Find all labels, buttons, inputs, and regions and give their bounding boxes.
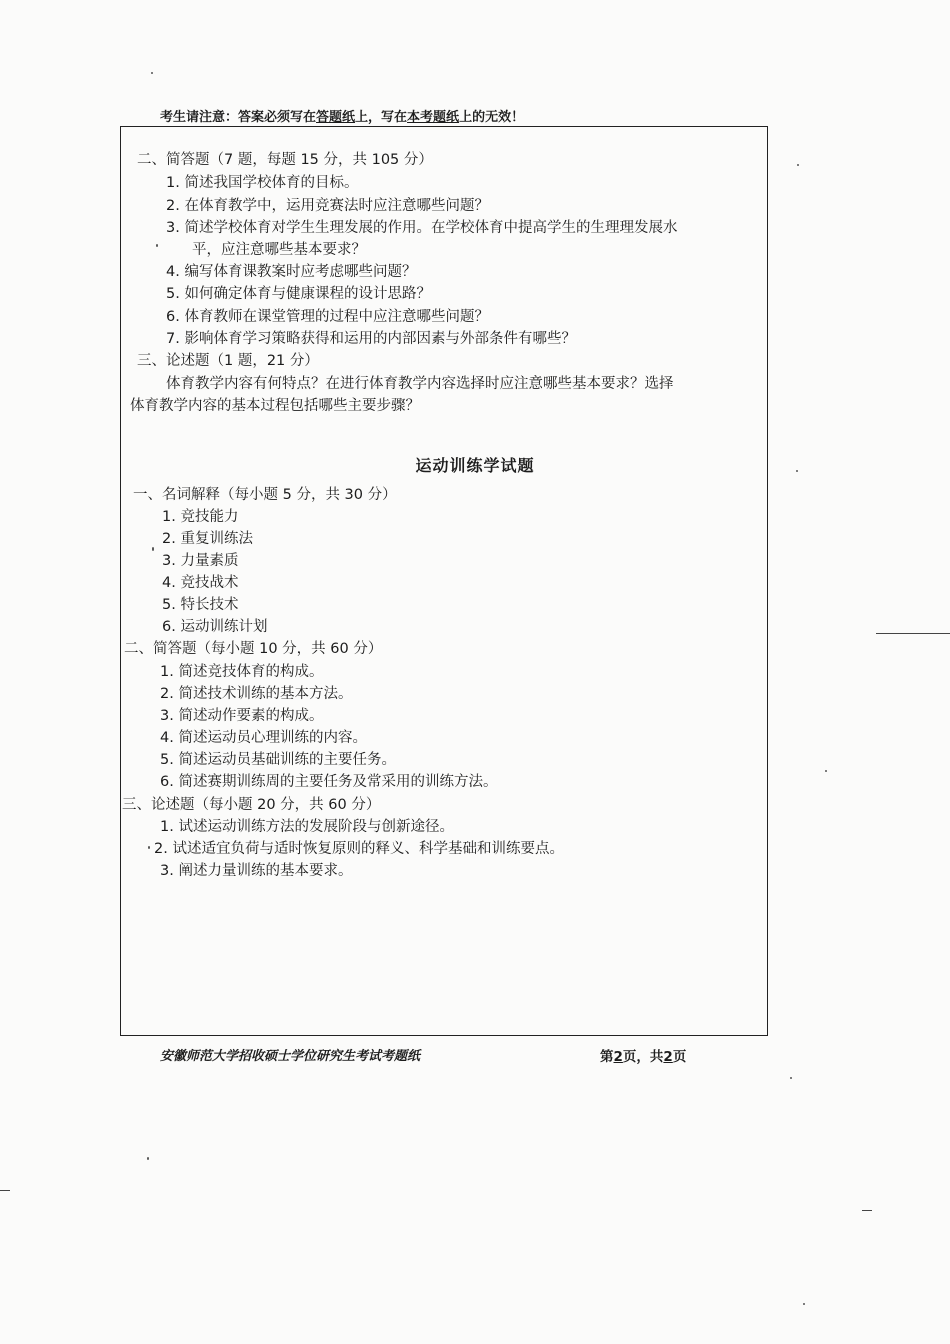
essay-heading: 三、论述题（每小题 20 分，共 60 分） <box>122 797 381 813</box>
scan-speck <box>790 1077 792 1079</box>
term-item: 1. 竞技能力 <box>162 509 239 525</box>
scan-line <box>862 1210 872 1211</box>
essay-item: 2. 试述适宜负荷与适时恢复原则的释义、科学基础和训练要点。 <box>154 841 564 857</box>
short-answer-heading: 二、简答题（每小题 10 分，共 60 分） <box>124 641 383 657</box>
section-title: 运动训练学试题 <box>415 456 535 475</box>
footer-school: 安徽师范大学招收硕士学位研究生考试考题纸 <box>160 1049 421 1064</box>
question-item: 5. 如何确定体育与健康课程的设计思路？ <box>166 286 431 302</box>
scan-speck <box>803 1303 805 1305</box>
notice-text: 上，写在 <box>355 110 408 125</box>
scan-speck <box>147 1157 149 1160</box>
question-item: 3. 简述动作要素的构成。 <box>160 708 324 724</box>
term-item: 2. 重复训练法 <box>162 531 253 547</box>
term-item: 6. 运动训练计划 <box>162 619 268 635</box>
question-item: 3. 简述学校体育对学生生理发展的作用。在学校体育中提高学生的生理理发展水 <box>166 220 678 236</box>
scan-speck <box>797 164 799 166</box>
essay-item: 1. 试述运动训练方法的发展阶段与创新途径。 <box>160 819 454 835</box>
scan-speck <box>148 846 150 849</box>
question-item: 1. 简述竞技体育的构成。 <box>160 664 324 680</box>
scan-speck <box>151 72 153 74</box>
term-item: 5. 特长技术 <box>162 597 239 613</box>
notice-text: 上的无效！ <box>459 110 525 125</box>
question-item: 1. 简述我国学校体育的目标。 <box>166 175 359 191</box>
essay-heading: 三、论述题（1 题，21 分） <box>137 353 319 369</box>
question-item: 6. 简述赛期训练周的主要任务及常采用的训练方法。 <box>160 774 498 790</box>
question-item: 2. 简述技术训练的基本方法。 <box>160 686 353 702</box>
essay-question-continuation: 体育教学内容的基本过程包括哪些主要步骤？ <box>130 398 420 414</box>
short-answer-heading: 二、简答题（7 题，每题 15 分，共 105 分） <box>137 152 433 168</box>
scan-line <box>876 633 950 634</box>
term-item: 3. 力量素质 <box>162 553 239 569</box>
scan-speck <box>152 547 154 551</box>
question-item: 4. 简述运动员心理训练的内容。 <box>160 730 367 746</box>
essay-question: 体育教学内容有何特点？在进行体育教学内容选择时应注意哪些基本要求？选择 <box>166 376 674 392</box>
footer-total-pages: 2 <box>663 1049 673 1065</box>
terms-heading: 一、名词解释（每小题 5 分，共 30 分） <box>133 487 397 503</box>
scan-line <box>0 1190 10 1191</box>
scan-speck <box>156 244 158 247</box>
question-item: 2. 在体育教学中，运用竞赛法时应注意哪些问题？ <box>166 198 489 214</box>
question-item: 7. 影响体育学习策略获得和运用的内部因素与外部条件有哪些？ <box>166 331 576 347</box>
question-item: 4. 编写体育课教案时应考虑哪些问题？ <box>166 264 417 280</box>
question-item-continuation: 平，应注意哪些基本要求？ <box>192 242 366 258</box>
question-item: 6. 体育教师在课堂管理的过程中应注意哪些问题？ <box>166 309 489 325</box>
notice-question-sheet: 本考题纸 <box>407 110 460 125</box>
notice-text: 考生请注意：答案必须写在 <box>160 110 317 125</box>
question-item: 5. 简述运动员基础训练的主要任务。 <box>160 752 396 768</box>
scan-speck <box>825 770 827 772</box>
essay-item: 3. 阐述力量训练的基本要求。 <box>160 863 353 879</box>
scan-speck <box>796 470 798 472</box>
footer-page-text: 页，共 <box>622 1049 664 1065</box>
footer-current-page: 2 <box>613 1049 623 1065</box>
notice-answer-sheet: 答题纸 <box>316 110 356 125</box>
footer-page-number <box>600 1045 686 1065</box>
exam-notice <box>160 106 524 125</box>
footer-page-text: 页 <box>672 1049 687 1065</box>
term-item: 4. 竞技战术 <box>162 575 239 591</box>
footer-page-text: 第 <box>600 1049 614 1065</box>
